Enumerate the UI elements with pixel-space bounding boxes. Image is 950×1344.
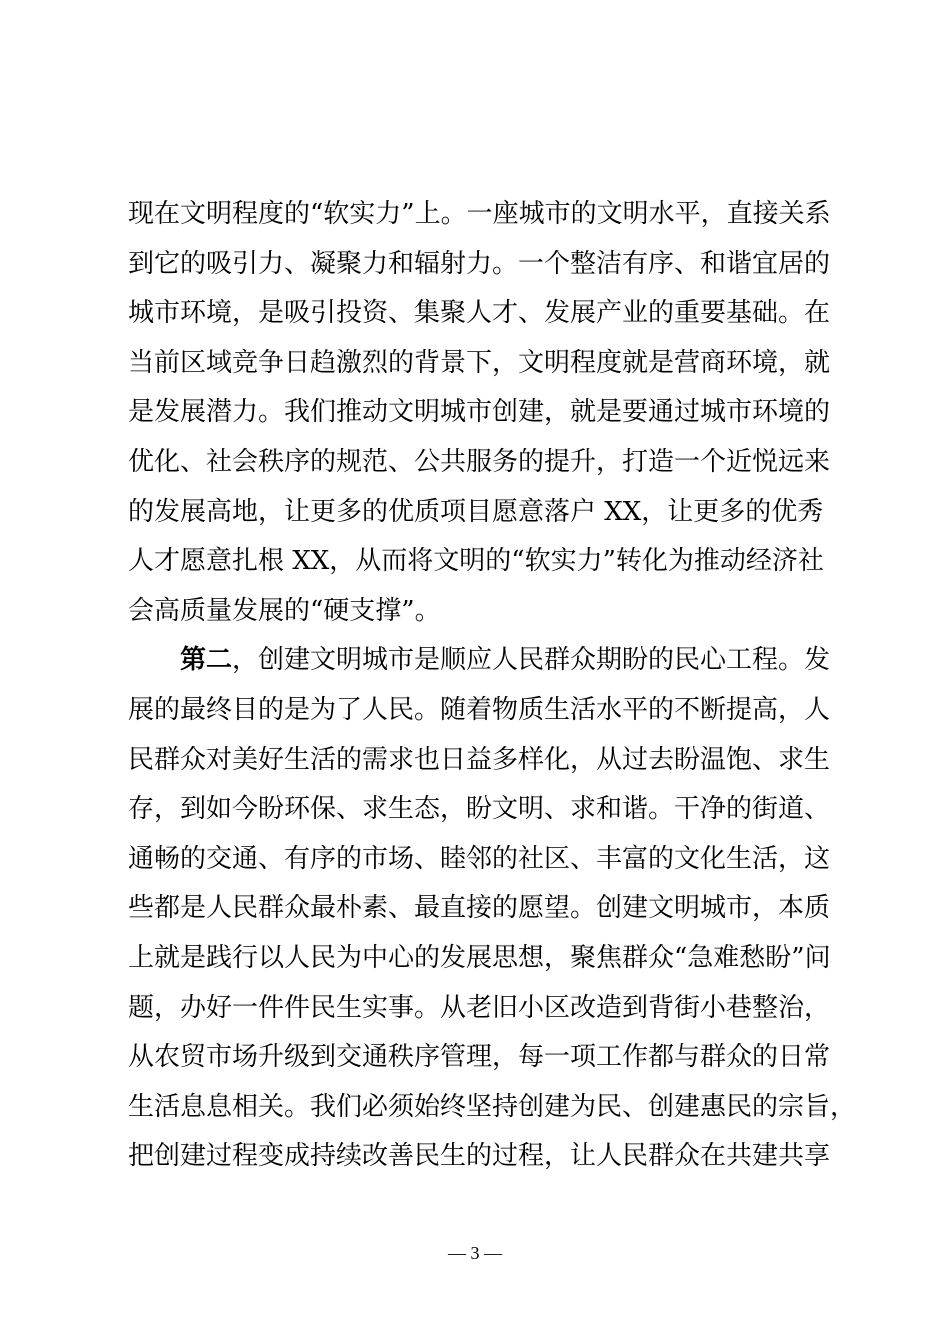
text-line: 生活息息相关。我们必须始终坚持创建为民、创建惠民的宗旨，: [128, 1091, 857, 1122]
paragraph-2-first-line: [128, 636, 831, 686]
paragraph-2-lead: 第二: [180, 645, 233, 676]
text-line: 现在文明程度的“软实力”上。一座城市的文明水平，直接关系: [128, 199, 831, 229]
page-number: — 3 —: [448, 1243, 502, 1263]
text-line: 是发展潜力。我们推动文明城市创建，就是要通过城市环境的: [128, 397, 831, 428]
text-line: 会高质量发展的“硬支撑”。: [128, 595, 441, 626]
text-line: 上就是践行以人民为中心的发展思想，聚焦群众“急难愁盼”问: [128, 942, 831, 973]
text-line: 人才愿意扎根 XX，从而将文明的“软实力”转化为推动经济社: [128, 546, 824, 577]
text-line: 从农贸市场升级到交通秩序管理，每一项工作都与群众的日常: [128, 1042, 831, 1073]
text-line: 通畅的交通、有序的市场、睦邻的社区、丰富的文化生活，这: [128, 843, 831, 874]
text-line: 题，办好一件件民生实事。从老旧小区改造到背街小巷整治，: [128, 992, 831, 1023]
text-line: 城市环境，是吸引投资、集聚人才、发展产业的重要基础。在: [128, 298, 831, 329]
text-line: 些都是人民群众最朴素、最直接的愿望。创建文明城市，本质: [128, 893, 831, 924]
text-line: 的发展高地，让更多的优质项目愿意落户 XX，让更多的优秀: [128, 496, 824, 527]
paragraph-2-first-line-text: ，创建文明城市是顺应人民群众期盼的民心工程。发: [232, 645, 831, 676]
text-line: 展的最终目的是为了人民。随着物质生活水平的不断提高，人: [128, 694, 831, 725]
text-line: 把创建过程变成持续改善民生的过程，让人民群众在共建共享: [128, 1141, 831, 1172]
text-line: 当前区域竞争日趋激烈的背景下，文明程度就是营商环境，就: [128, 347, 831, 378]
text-line: 民群众对美好生活的需求也日益多样化，从过去盼温饱、求生: [128, 744, 831, 775]
text-line: 存，到如今盼环保、求生态，盼文明、求和谐。干净的街道、: [128, 794, 831, 825]
text-line: 到它的吸引力、凝聚力和辐射力。一个整洁有序、和谐宜居的: [128, 248, 831, 279]
body-text: [128, 190, 857, 1182]
text-line: 优化、社会秩序的规范、公共服务的提升，打造一个近悦远来: [128, 446, 831, 477]
